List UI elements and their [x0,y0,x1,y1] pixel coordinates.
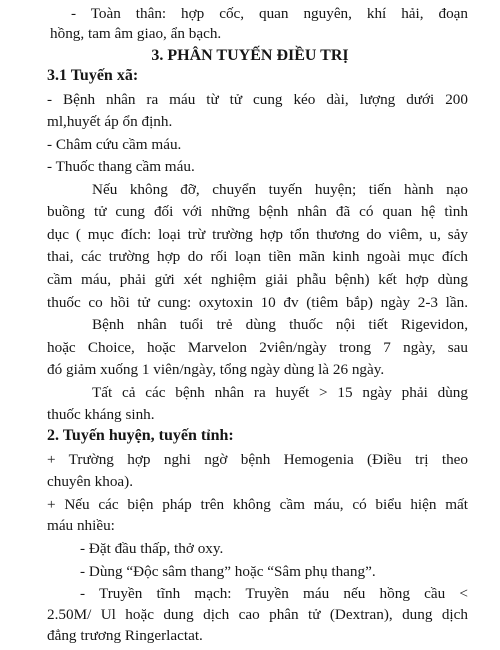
text-line: hồng, tam âm giao, ẩn bạch. [50,25,222,43]
text-line: - Đặt đầu thấp, thở oxy. [80,539,224,557]
text-line: Bệnh nhân tuổi trẻ dùng thuốc nội tiết Rigevidon, [92,316,468,333]
text-line: dục ( mục đích: loại trừ trường hợp tổn thương do viêm, u, sảy [47,225,468,243]
text-line: 2.50M/ Ul hoặc dung dịch cao phân tử (Dextran), dung dịch [47,605,468,623]
text-line: Tất cả các bệnh nhân ra huyết > 15 ngày phải dùng [92,384,468,402]
text-line: Nếu không đỡ, chuyển tuyến huyện; tiến hành nạo [92,180,468,198]
text-line: thuốc co hồi tử cung: oxytoxin 10 đv (tiêm bắp) ngày 2-3 lần. [47,293,468,311]
text-line: ml,huyết áp ổn định. [47,112,173,130]
text-line: thai, các trường hợp do rối loạn tiền mãn kinh ngoài mục đích [47,247,468,265]
text-line: + Nếu các biện pháp trên không cầm máu, có biểu hiện mất [47,495,468,513]
section-heading: 3. PHÂN TUYẾN ĐIỀU TRỊ [151,47,349,65]
text-line: đẳng trương Ringerlactat. [47,627,203,644]
text-line: - Toàn thân: hợp cốc, quan nguyên, khí hải, đoạn [71,5,468,22]
text-line: - Dùng “Độc sâm thang” hoặc “Sâm phụ thang”. [80,562,376,580]
text-line: đó giảm xuống 1 viên/ngày, tổng ngày dùng là 26 ngày. [47,361,385,379]
text-line: cầm máu, phải gửi xét nghiệm giải phẫu bệnh) kết hợp dùng [47,270,468,288]
text-line: + Trường hợp nghi ngờ bệnh Hemogenia (Điều trị theo [47,451,468,469]
text-line: - Bệnh nhân ra máu từ tử cung kéo dài, lượng dưới 200 [47,91,468,109]
subsection-heading: 2. Tuyến huyện, tuyến tỉnh: [47,427,234,445]
text-line: - Thuốc thang cầm máu. [47,157,195,175]
text-line: - Truyền tĩnh mạch: Truyền máu nếu hồng cầu < [80,584,468,602]
text-line: - Châm cứu cầm máu. [47,135,182,153]
text-line: máu nhiều: [47,516,115,534]
text-line: hoặc Choice, hoặc Marvelon 2viên/ngày trong 7 ngày, sau [47,339,468,356]
text-line: buồng tử cung đối với những bệnh nhân đã có quan hệ tình [47,202,468,220]
text-line: chuyên khoa). [47,472,134,490]
subsection-heading: 3.1 Tuyến xã: [47,67,139,85]
text-line: thuốc kháng sinh. [47,406,155,424]
